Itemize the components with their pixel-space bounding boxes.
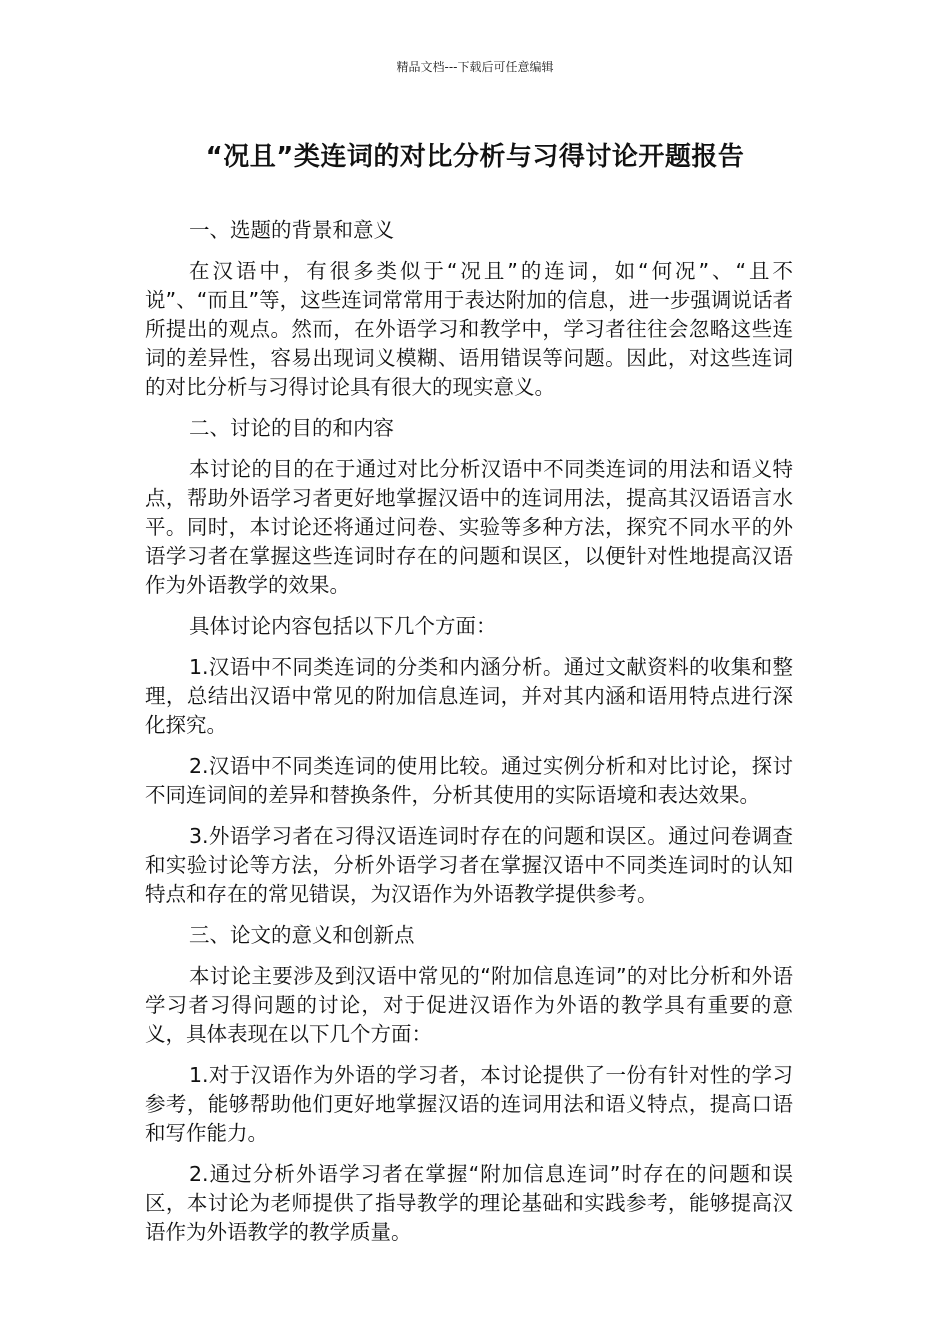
document-title: “况且”类连词的对比分析与习得讨论开题报告 (205, 142, 745, 172)
paragraph: 具体讨论内容包括以下几个方面： (189, 614, 497, 638)
document-body (145, 216, 793, 1259)
section-heading-significance: 三、论文的意义和创新点 (189, 923, 415, 947)
list-item: 2.汉语中不同类连词的使用比较。通过实例分析和对比讨论，探讨不同连词间的差异和替换条件，分析其使用的实际语境和表达效果。 (145, 754, 793, 807)
list-item: 3.外语学习者在习得汉语连词时存在的问题和误区。通过问卷调查和实验讨论等方法，分析外语学习者在掌握汉语中不同类连词时的认知特点和存在的常见错误，为汉语作为外语教学提供参考。 (145, 824, 793, 906)
section-heading-background: 一、选题的背景和意义 (189, 218, 394, 242)
page-header: 精品文档---下载后可任意编辑 (396, 60, 554, 74)
paragraph: 本讨论的目的在于通过对比分析汉语中不同类连词的用法和语义特点，帮助外语学习者更好地掌握汉语中的连词用法，提高其汉语语言水平。同时，本讨论还将通过问卷、实验等多种方法，探究不同水平的外语学习者在掌握这些连词时存在的问题和误区，以便针对性地提高汉语作为外语教学的效果。 (145, 457, 793, 597)
list-item: 1.汉语中不同类连词的分类和内涵分析。通过文献资料的收集和整理，总结出汉语中常见的附加信息连词，并对其内涵和语用特点进行深化探究。 (145, 655, 793, 737)
list-item: 1.对于汉语作为外语的学习者，本讨论提供了一份有针对性的学习参考，能够帮助他们更好地掌握汉语的连词用法和语义特点，提高口语和写作能力。 (145, 1063, 793, 1145)
paragraph: 本讨论主要涉及到汉语中常见的“附加信息连词”的对比分析和外语学习者习得问题的讨论，对于促进汉语作为外语的教学具有重要的意义，具体表现在以下几个方面： (145, 964, 793, 1046)
section-heading-purpose: 二、讨论的目的和内容 (189, 416, 394, 440)
paragraph: 在汉语中，有很多类似于“况且”的连词，如“何况”、“且不说”、“而且”等，这些连词常常用于表达附加的信息，进一步强调说话者所提出的观点。然而，在外语学习和教学中，学习者往往会忽略这些连词的差异性，容易出现词义模糊、语用错误等问题。因此，对这些连词的对比分析与习得讨论具有很大的现实意义。 (145, 259, 793, 399)
list-item: 2.通过分析外语学习者在掌握“附加信息连词”时存在的问题和误区，本讨论为老师提供了指导教学的理论基础和实践参考，能够提高汉语作为外语教学的教学质量。 (145, 1162, 793, 1244)
